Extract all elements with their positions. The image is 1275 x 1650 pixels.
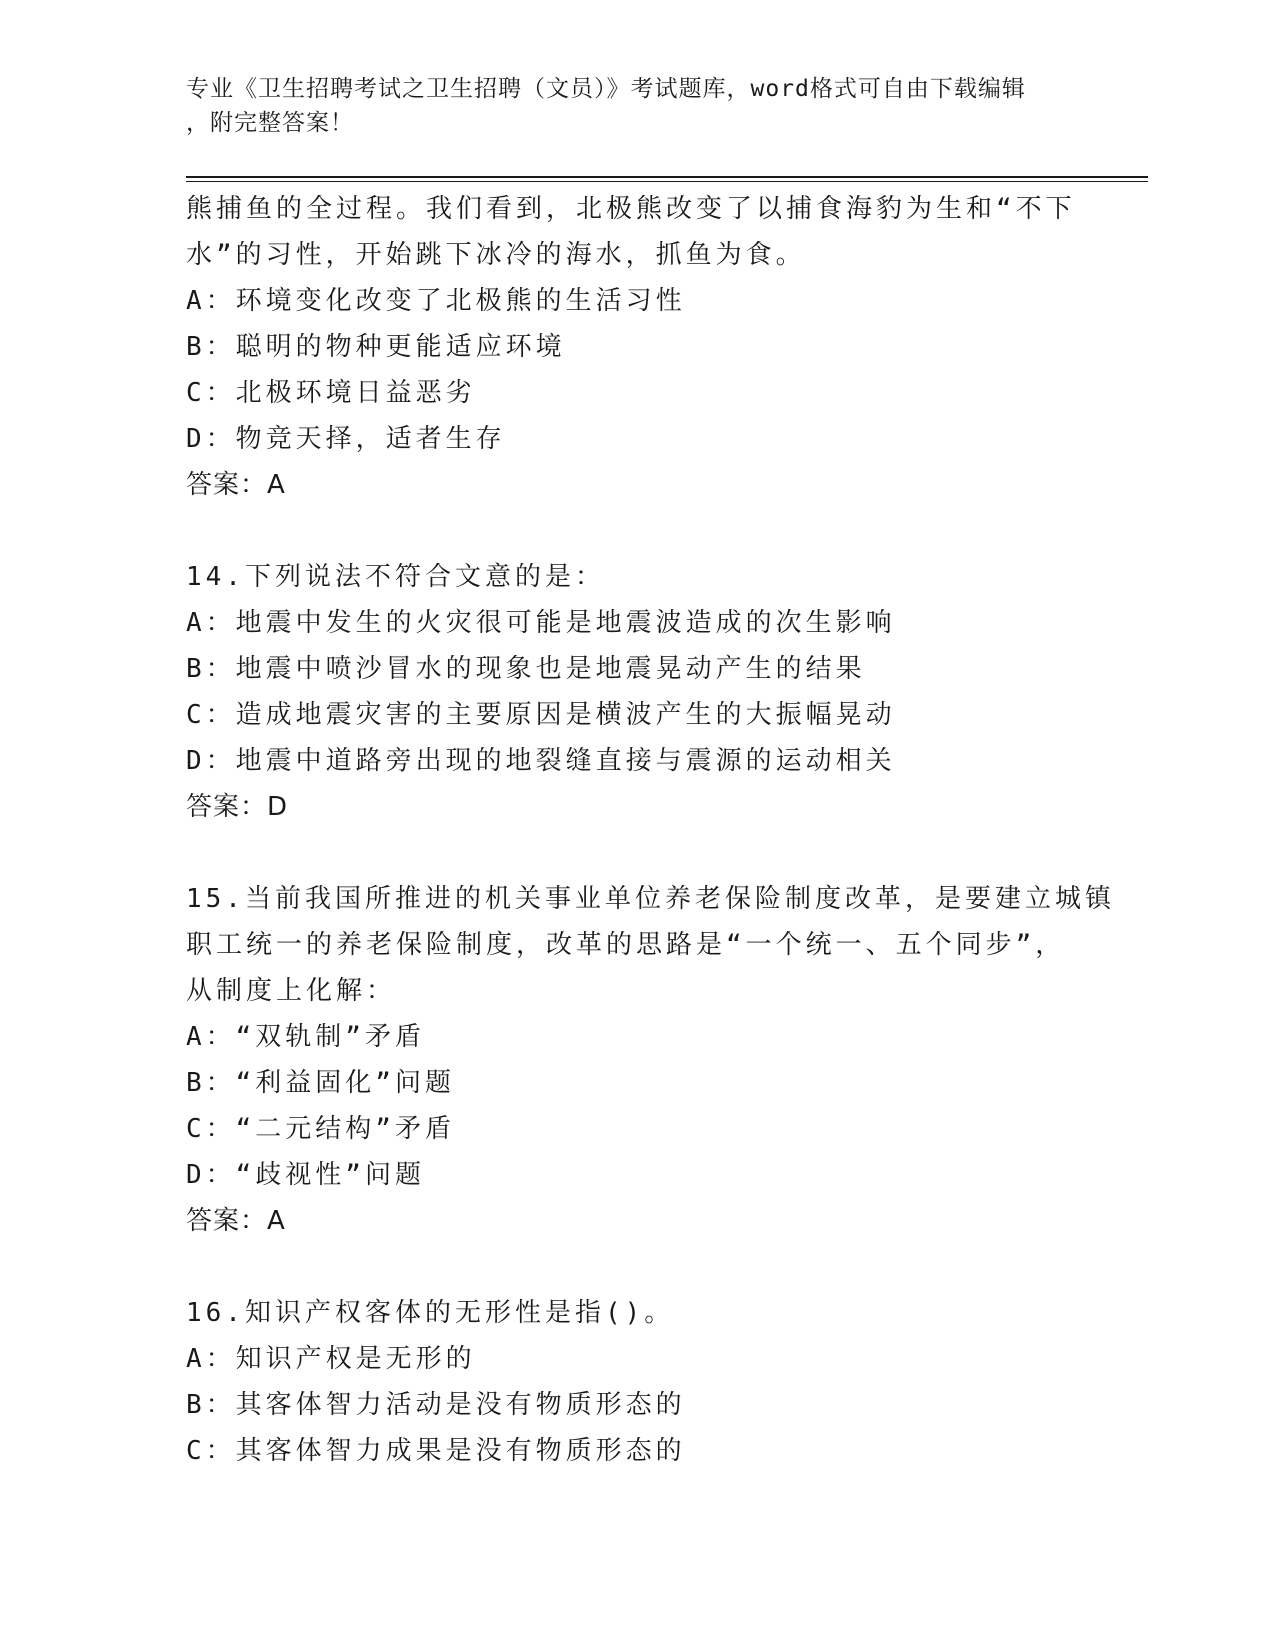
option-a: A：地震中发生的火灾很可能是地震波造成的次生影响	[186, 608, 896, 638]
answer-label: 答案：A	[186, 1206, 286, 1236]
spacer	[186, 1244, 1086, 1290]
question-stem-line: 15.当前我国所推进的机关事业单位养老保险制度改革，是要建立城镇	[186, 884, 1115, 914]
header-divider-thick	[186, 176, 1148, 178]
option-b: B：聪明的物种更能适应环境	[186, 332, 566, 362]
question-15	[186, 876, 1115, 1244]
spacer	[186, 508, 1086, 554]
question-stem-line: 14.下列说法不符合文意的是：	[186, 562, 605, 592]
option-d: D：地震中道路旁出现的地裂缝直接与震源的运动相关	[186, 746, 896, 776]
option-c: C：北极环境日益恶劣	[186, 378, 476, 408]
option-d: D：“歧视性”问题	[186, 1160, 425, 1190]
option-c: C：“二元结构”矛盾	[186, 1114, 455, 1144]
document-header	[186, 72, 1066, 140]
question-stem-line: 职工统一的养老保险制度，改革的思路是“一个统一、五个同步”，	[186, 930, 1066, 960]
option-a: A：知识产权是无形的	[186, 1344, 476, 1374]
option-a: A：环境变化改变了北极熊的生活习性	[186, 286, 686, 316]
question-list	[186, 186, 1115, 1474]
question-stem-line: 水”的习性，开始跳下冰冷的海水，抓鱼为食。	[186, 240, 806, 270]
option-b: B：“利益固化”问题	[186, 1068, 455, 1098]
question-13	[186, 186, 1086, 508]
question-stem-line: 16.知识产权客体的无形性是指()。	[186, 1298, 675, 1328]
spacer	[186, 830, 1086, 876]
question-14	[186, 554, 1086, 830]
question-stem-line: 熊捕鱼的全过程。我们看到，北极熊改变了以捕食海豹为生和“不下	[186, 194, 1076, 224]
header-line-1: 专业《卫生招聘考试之卫生招聘（文员）》考试题库，word格式可自由下载编辑	[186, 76, 1026, 102]
answer-label: 答案：A	[186, 470, 286, 500]
question-stem-line: 从制度上化解：	[186, 976, 397, 1006]
header-divider-thin	[186, 181, 1148, 182]
option-b: B：地震中喷沙冒水的现象也是地震晃动产生的结果	[186, 654, 866, 684]
option-b: B：其客体智力活动是没有物质形态的	[186, 1390, 686, 1420]
option-d: D：物竞天择，适者生存	[186, 424, 506, 454]
answer-label: 答案：D	[186, 792, 289, 822]
header-line-2: ，附完整答案！	[186, 110, 354, 136]
option-a: A：“双轨制”矛盾	[186, 1022, 425, 1052]
option-c: C：造成地震灾害的主要原因是横波产生的大振幅晃动	[186, 700, 896, 730]
question-16	[186, 1290, 1086, 1474]
option-c: C：其客体智力成果是没有物质形态的	[186, 1436, 686, 1466]
